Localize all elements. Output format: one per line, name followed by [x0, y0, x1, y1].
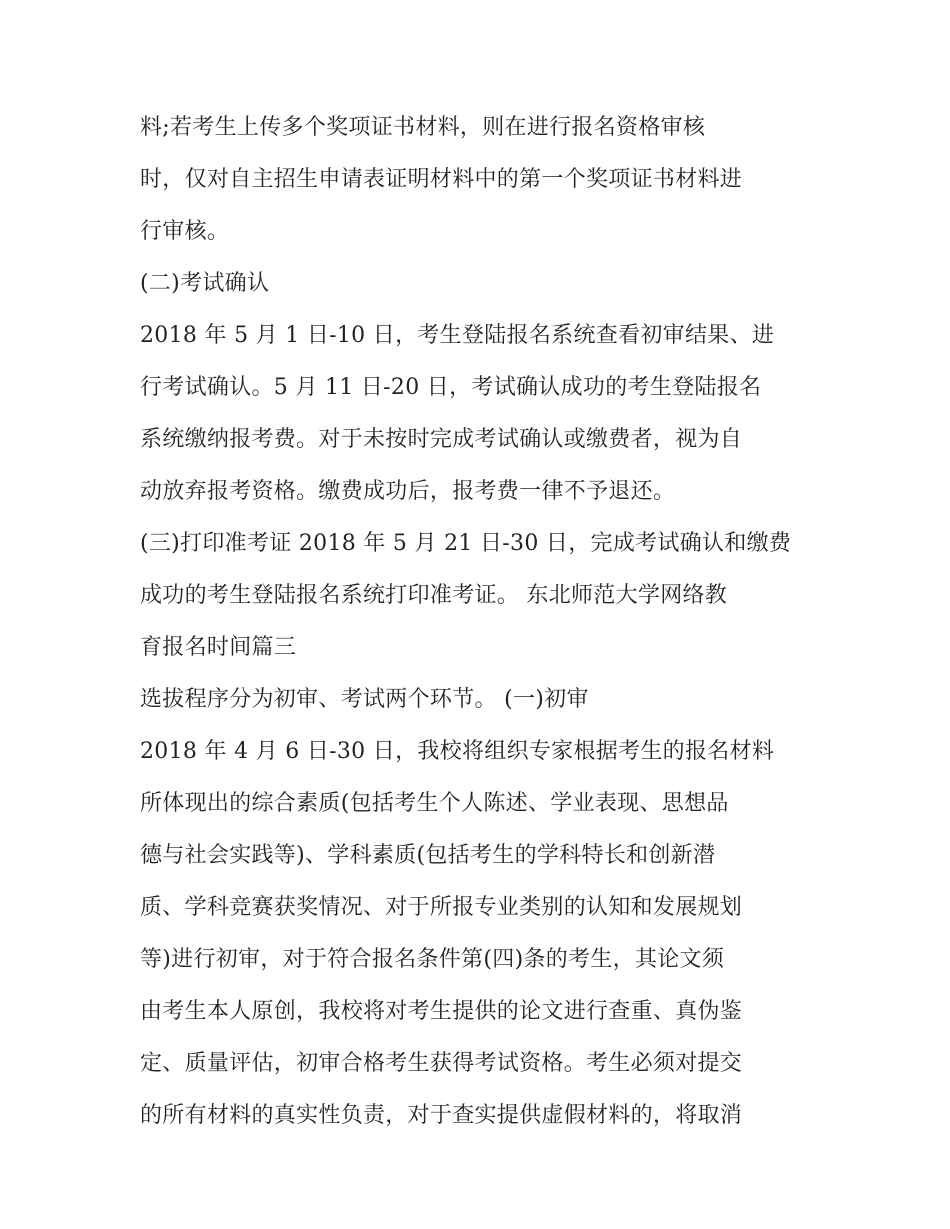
section-heading-exam-confirmation: (二)考试确认 — [140, 271, 270, 296]
text-line: 定、质量评估，初审合格考生获得考试资格。考生必须对提交 — [140, 1051, 743, 1076]
text-line: 所体现出的综合素质(包括考生个人陈述、学业表现、思想品 — [140, 791, 729, 816]
document-body — [140, 102, 820, 1142]
text-line: 行考试确认。5 月 11 日-20 日，考试确认成功的考生登陆报名 — [140, 375, 762, 400]
text-line: 时，仅对自主招生申请表证明材料中的第一个奖项证书材料进 — [140, 167, 743, 192]
text-line: 料;若考生上传多个奖项证书材料，则在进行报名资格审核 — [140, 115, 706, 140]
text-line: 质、学科竞赛获奖情况、对于所报专业类别的认知和发展规划 — [140, 895, 743, 920]
text-line: 2018 年 4 月 6 日-30 日，我校将组织专家根据考生的报名材料 — [140, 739, 775, 764]
section-heading-preliminary-review: 选拔程序分为初审、考试两个环节。 (一)初审 — [140, 687, 589, 712]
text-line: 的所有材料的真实性负责，对于查实提供虚假材料的，将取消 — [140, 1103, 743, 1128]
text-line: 等)进行初审，对于符合报名条件第(四)条的考生，其论文须 — [140, 947, 725, 972]
text-line: 行审核。 — [140, 219, 230, 244]
text-line: 育报名时间篇三 — [140, 635, 297, 660]
text-line: 动放弃报考资格。缴费成功后，报考费一律不予退还。 — [140, 479, 676, 504]
text-line: 由考生本人原创，我校将对考生提供的论文进行查重、真伪鉴 — [140, 999, 743, 1024]
text-line: 系统缴纳报考费。对于未按时完成考试确认或缴费者，视为自 — [140, 427, 743, 452]
text-line: 德与社会实践等)、学科素质(包括考生的学科特长和创新潜 — [140, 843, 716, 868]
text-line: 2018 年 5 月 1 日-10 日，考生登陆报名系统查看初审结果、进 — [140, 323, 775, 348]
section-heading-print-admission-ticket: (三)打印准考证 2018 年 5 月 21 日-30 日，完成考试确认和缴费 — [140, 531, 792, 556]
text-line: 成功的考生登陆报名系统打印准考证。 东北师范大学网络教 — [140, 583, 728, 608]
